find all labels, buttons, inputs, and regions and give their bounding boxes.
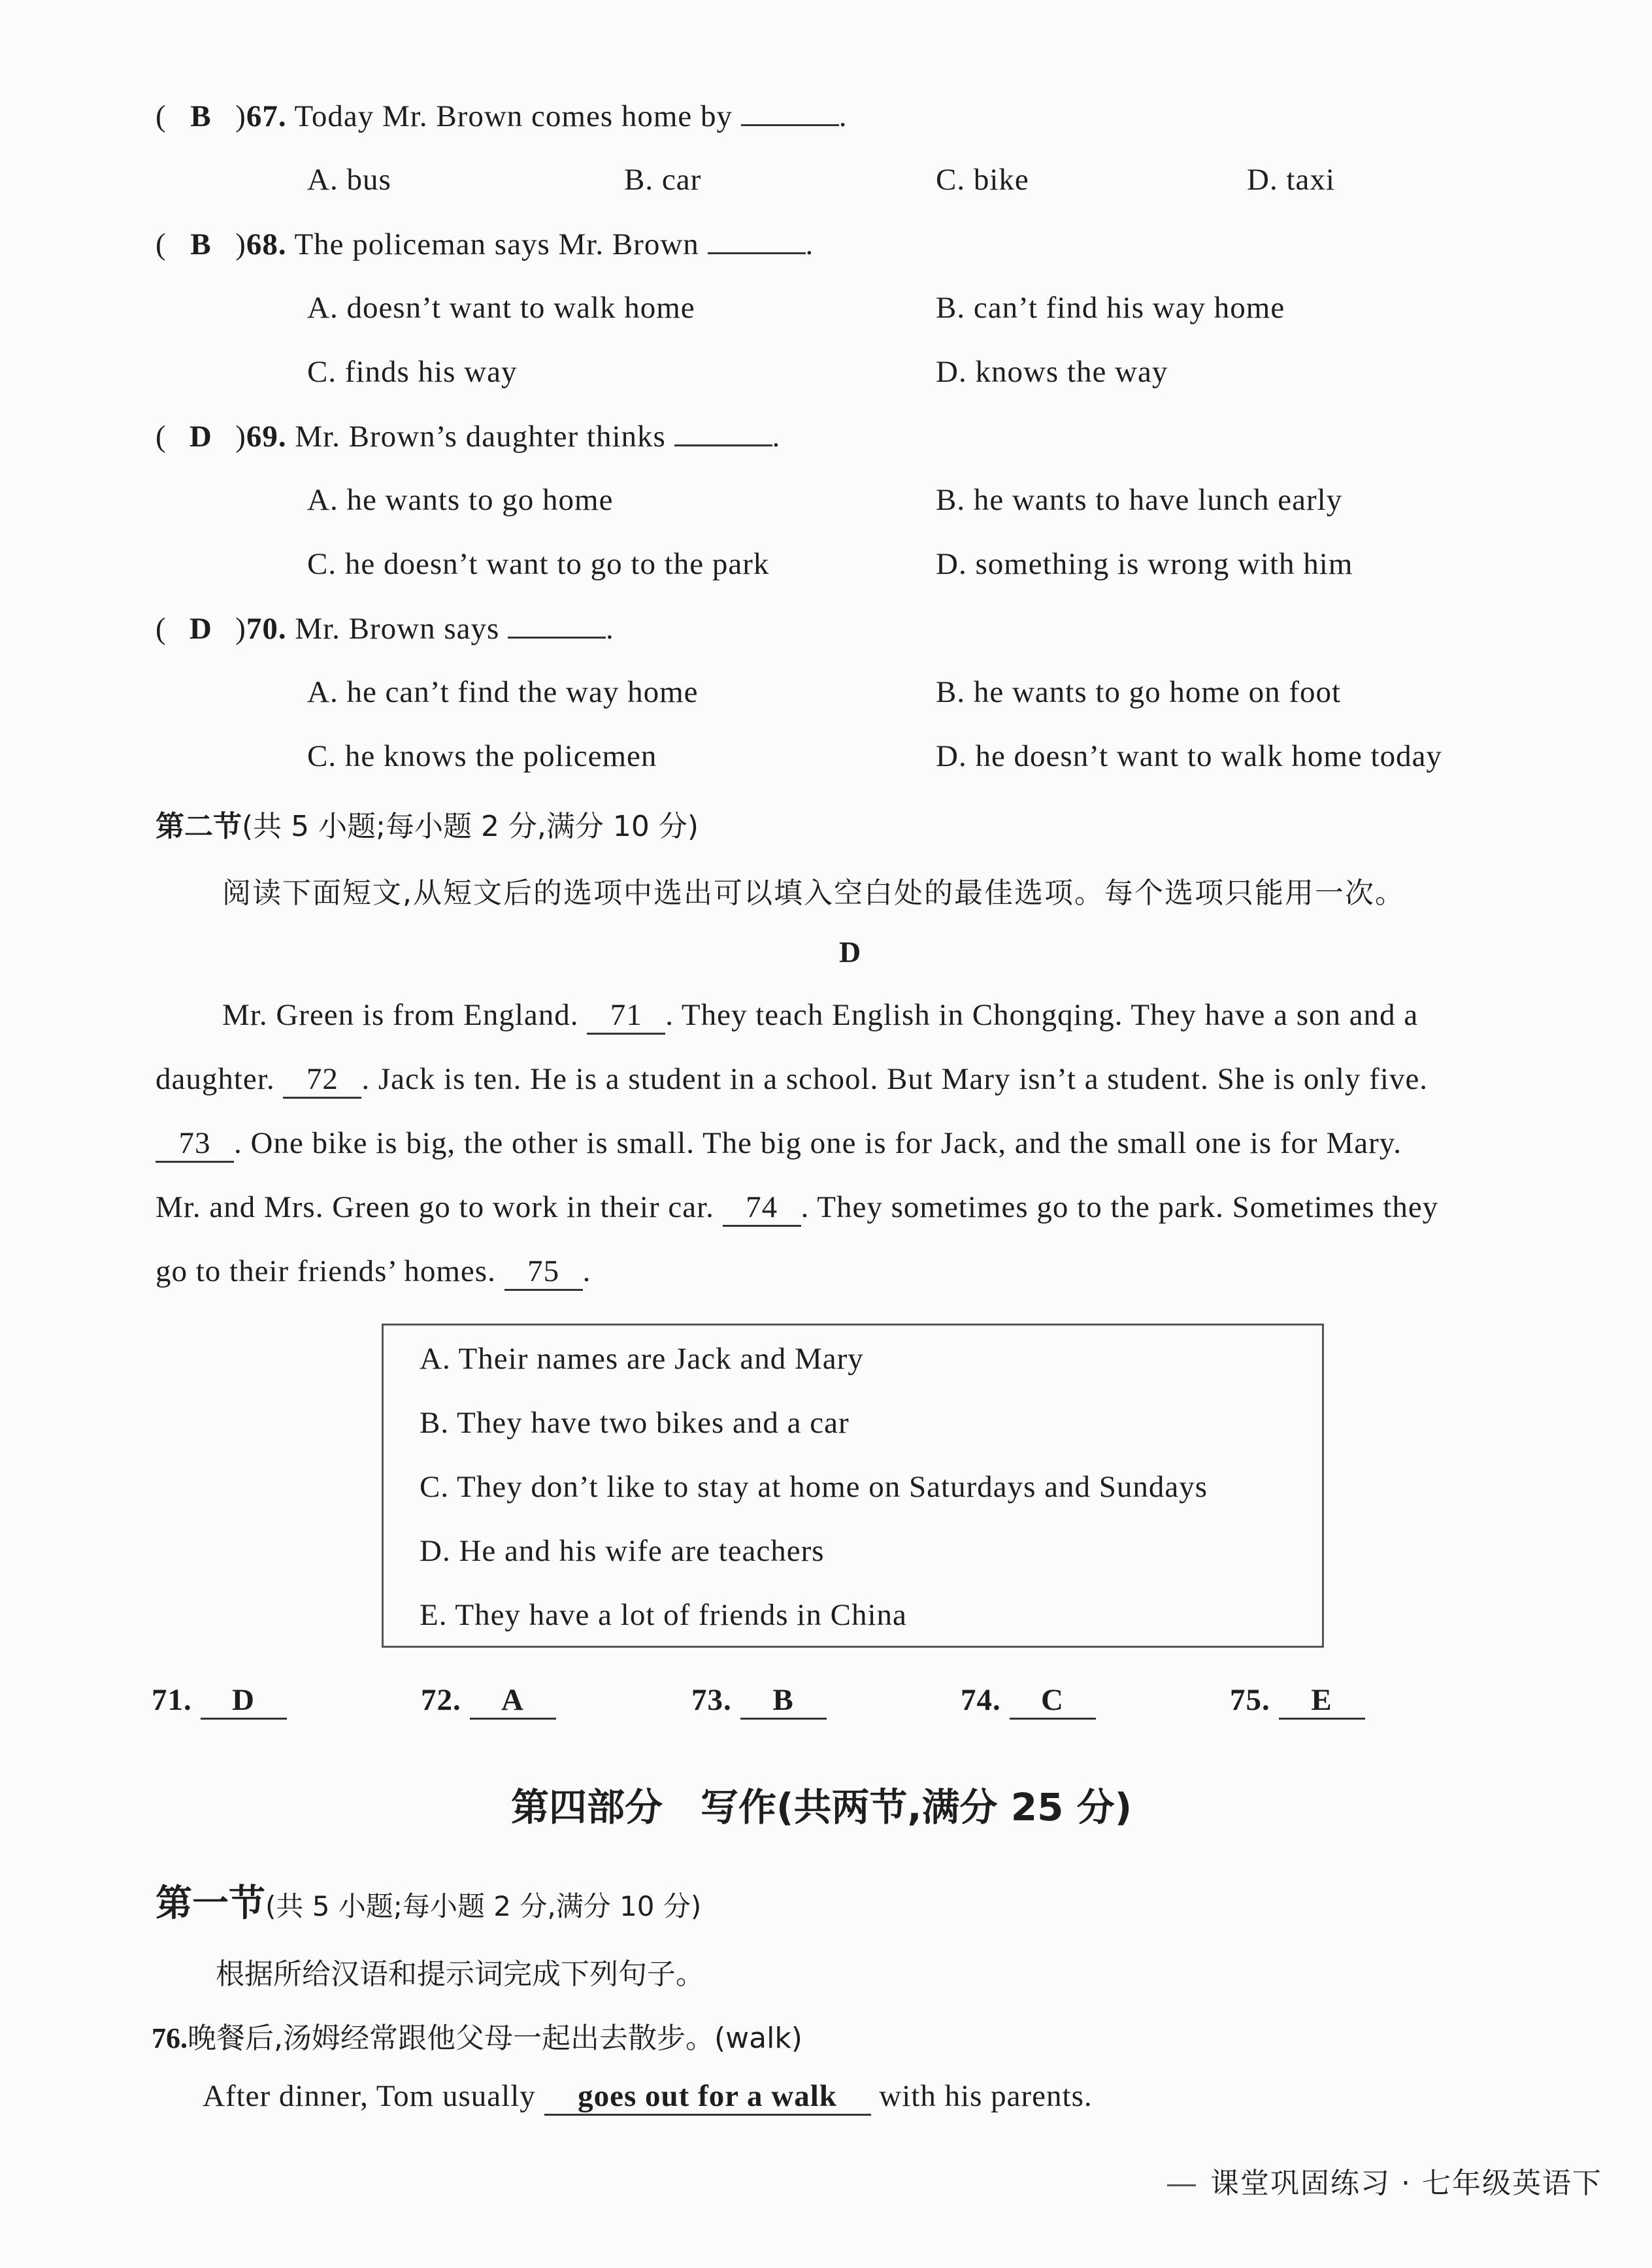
option-70-d: D. he doesn’t want to walk home today <box>936 739 1442 773</box>
section2-title: 第二节 <box>156 810 242 843</box>
question-number: 68. <box>246 227 287 261</box>
page-footer <box>1167 2160 1602 2201</box>
blank-73: 73 <box>156 1126 234 1163</box>
answer-paren-open: ( <box>156 227 167 261</box>
box-option-b: B. They have two bikes and a car <box>420 1406 850 1440</box>
answer-key-value: E <box>1279 1682 1365 1720</box>
answer-key-74 <box>961 1682 1096 1720</box>
box-option-d: D. He and his wife are teachers <box>420 1534 825 1568</box>
question-stem: Today Mr. Brown comes home by <box>294 99 733 133</box>
option-67-d: D. taxi <box>1247 163 1335 197</box>
option-70-a: A. he can’t find the way home <box>307 675 699 709</box>
option-68-c: C. finds his way <box>307 355 518 389</box>
passage-text: . They teach English in Chongqing. They have a son and a <box>665 998 1419 1032</box>
passage-text: Mr. Green is from England. <box>222 998 579 1032</box>
answer-68: B <box>190 227 212 261</box>
blank-72: 72 <box>283 1061 361 1099</box>
part4-heading: 第四部分 写作(共两节,满分 25 分) <box>511 1785 1132 1829</box>
answer-key-72 <box>421 1682 556 1720</box>
answer-key-73 <box>691 1682 827 1720</box>
box-option-e: E. They have a lot of friends in China <box>420 1598 907 1632</box>
question-number: 67. <box>246 99 287 133</box>
answer-paren-open: ( <box>156 612 167 646</box>
passage-text: . Jack is ten. He is a student in a school. But Mary isn’t a student. She is only five. <box>361 1062 1429 1096</box>
passage-text: . They sometimes go to the park. Sometimes they <box>801 1190 1439 1224</box>
answer-key-value: D <box>201 1682 287 1720</box>
answer-key-75 <box>1230 1682 1365 1720</box>
part4-section1-header <box>156 1875 701 1927</box>
answer-blank <box>508 610 606 639</box>
answer-blank <box>741 98 839 126</box>
passage-text: daughter. <box>156 1062 275 1096</box>
question-end: . <box>772 420 781 454</box>
option-70-b: B. he wants to go home on foot <box>936 675 1342 709</box>
question-stem: Mr. Brown’s daughter thinks <box>295 420 666 454</box>
question-76-after: with his parents. <box>879 2079 1093 2113</box>
section2-info: (共 5 小题;每小题 2 分,满分 10 分) <box>242 810 699 843</box>
footer-text: 课堂巩固练习 · 七年级英语下 <box>1210 2167 1602 2200</box>
question-number: 70. <box>246 612 287 646</box>
answer-paren-close: ) <box>235 227 246 261</box>
box-option-a: A. Their names are Jack and Mary <box>420 1342 864 1376</box>
option-68-d: D. knows the way <box>936 355 1168 389</box>
question-76-number: 76. <box>152 2022 188 2054</box>
answer-key-number: 72. <box>421 1683 461 1717</box>
answer-blank <box>674 418 772 446</box>
answer-69: D <box>189 420 212 454</box>
question-76 <box>152 2014 802 2056</box>
question-76-answer-line <box>203 2078 1093 2116</box>
option-67-b: B. car <box>624 163 702 197</box>
passage-title: D <box>839 935 861 969</box>
question-stem: The policeman says Mr. Brown <box>294 227 699 261</box>
question-76-answer: goes out for a walk <box>544 2078 871 2116</box>
answer-paren-close: ) <box>235 420 246 454</box>
section2-instruction: 阅读下面短文,从短文后的选项中选出可以填入空白处的最佳选项。每个选项只能用一次。 <box>222 876 1405 910</box>
question-68 <box>156 226 814 262</box>
question-67 <box>156 98 848 134</box>
answer-paren-close: ) <box>235 99 246 133</box>
answer-67: B <box>190 99 212 133</box>
part4-section1-title: 第一节 <box>156 1882 265 1925</box>
blank-74: 74 <box>723 1190 801 1227</box>
box-option-c: C. They don’t like to stay at home on Saturdays and Sundays <box>420 1470 1208 1504</box>
option-69-c: C. he doesn’t want to go to the park <box>307 547 770 581</box>
passage-line-1 <box>222 997 1418 1035</box>
question-76-before: After dinner, Tom usually <box>203 2079 536 2113</box>
question-end: . <box>805 227 814 261</box>
blank-71: 71 <box>587 997 665 1035</box>
question-70 <box>156 610 614 646</box>
passage-text: . <box>582 1254 591 1288</box>
answer-key-number: 74. <box>961 1683 1001 1717</box>
blank-75: 75 <box>504 1254 583 1291</box>
passage-line-5 <box>156 1254 591 1291</box>
question-end: . <box>606 612 614 646</box>
answer-paren-close: ) <box>235 612 246 646</box>
passage-text: . One bike is big, the other is small. The big one is for Jack, and the small one is for Mary. <box>234 1126 1402 1160</box>
answer-70: D <box>189 612 212 646</box>
part4-instruction: 根据所给汉语和提示词完成下列句子。 <box>216 1958 704 1991</box>
option-70-c: C. he knows the policemen <box>307 739 657 773</box>
question-69 <box>156 418 780 454</box>
option-69-b: B. he wants to have lunch early <box>936 483 1343 517</box>
question-number: 69. <box>246 420 287 454</box>
passage-line-4 <box>156 1190 1438 1227</box>
footer-dash <box>1167 2184 1196 2186</box>
question-76-prompt: 晚餐后,汤姆经常跟他父母一起出去散步。(walk) <box>188 2022 802 2055</box>
answer-key-value: A <box>470 1682 556 1720</box>
passage-line-2 <box>156 1061 1428 1099</box>
answer-paren-open: ( <box>156 420 167 454</box>
option-69-a: A. he wants to go home <box>307 483 614 517</box>
answer-paren-open: ( <box>156 99 167 133</box>
passage-line-3 <box>156 1126 1402 1163</box>
answer-key-number: 75. <box>1230 1683 1270 1717</box>
answer-blank <box>708 226 806 254</box>
passage-text: Mr. and Mrs. Green go to work in their car. <box>156 1190 714 1224</box>
passage-text: go to their friends’ homes. <box>156 1254 496 1288</box>
part4-section1-info: (共 5 小题;每小题 2 分,满分 10 分) <box>265 1890 702 1922</box>
option-67-a: A. bus <box>307 163 391 197</box>
question-end: . <box>838 99 848 133</box>
option-68-b: B. can’t find his way home <box>936 291 1285 325</box>
option-68-a: A. doesn’t want to walk home <box>307 291 695 325</box>
option-69-d: D. something is wrong with him <box>936 547 1353 581</box>
answer-key-number: 73. <box>691 1683 732 1717</box>
answer-key-value: B <box>740 1682 827 1720</box>
answer-key-value: C <box>1010 1682 1096 1720</box>
answer-key-71 <box>152 1682 287 1720</box>
answer-key-number: 71. <box>152 1683 192 1717</box>
question-stem: Mr. Brown says <box>295 612 500 646</box>
option-67-c: C. bike <box>936 163 1029 197</box>
section2-header <box>156 803 699 844</box>
